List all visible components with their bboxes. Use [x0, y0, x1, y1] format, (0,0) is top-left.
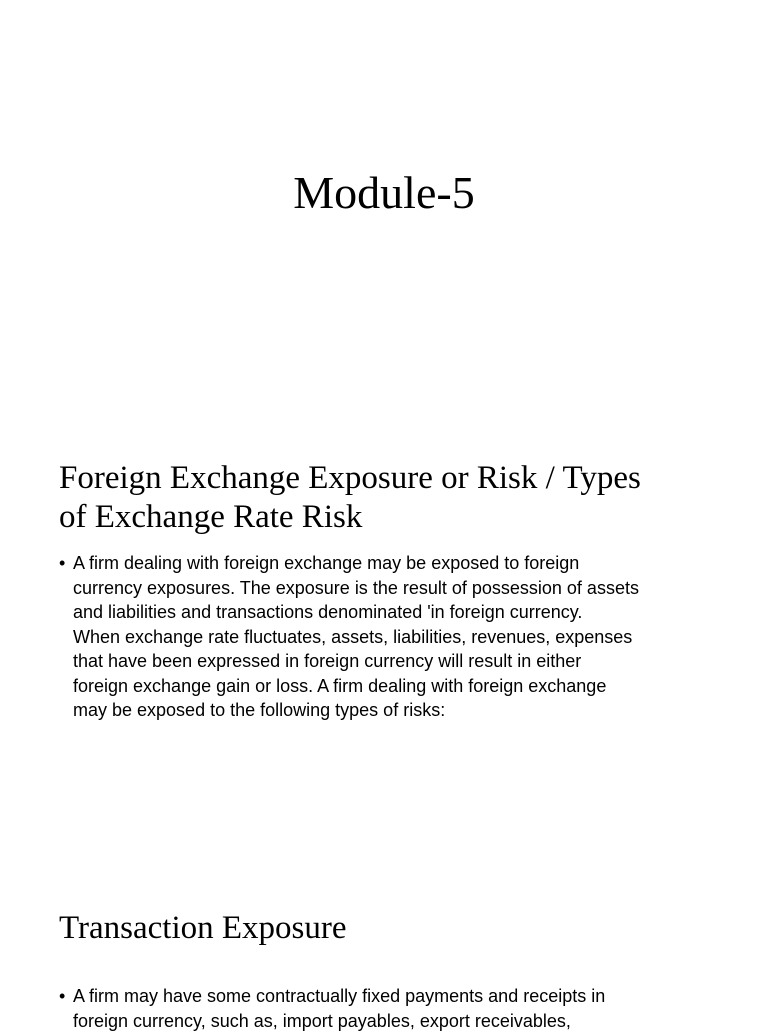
bullet-item — [59, 984, 719, 1033]
bullet-item — [59, 551, 719, 723]
bullet-text-line: and liabilities and transactions denominated 'in foreign currency. — [73, 602, 583, 622]
bullet-text-line: currency exposures. The exposure is the result of possession of assets — [73, 577, 639, 598]
bullet-text-line: A firm may have some contractually fixed payments and receipts in — [73, 986, 606, 1006]
bullet-icon: • — [59, 986, 66, 1006]
bullet-text-line: foreign currency, such as, import payables, export receivables, — [73, 1010, 571, 1031]
bullet-text-line: A firm dealing with foreign exchange may be exposed to foreign — [73, 553, 580, 573]
bullet-list — [59, 551, 719, 723]
slide-title: Module-5 — [293, 167, 475, 218]
slide-exchange-risk — [0, 440, 768, 880]
bullet-icon: • — [59, 553, 66, 573]
bullet-text-line: foreign exchange gain or loss. A firm dealing with foreign exchange — [73, 675, 607, 696]
slide-transaction-exposure — [0, 900, 768, 1031]
slide-title-page — [0, 0, 768, 420]
heading-line: Transaction Exposure — [59, 910, 347, 946]
slide-heading — [59, 459, 729, 537]
heading-line: Foreign Exchange Exposure or Risk / Types — [59, 460, 641, 496]
bullet-text-line: When exchange rate fluctuates, assets, liabilities, revenues, expenses — [73, 626, 633, 647]
heading-line: of Exchange Rate Risk — [59, 499, 363, 535]
bullet-list — [59, 984, 719, 1033]
bullet-text-line: may be exposed to the following types of risks: — [73, 700, 446, 720]
slide-heading — [59, 909, 729, 948]
bullet-text-line: that have been expressed in foreign currency will result in either — [73, 651, 582, 671]
